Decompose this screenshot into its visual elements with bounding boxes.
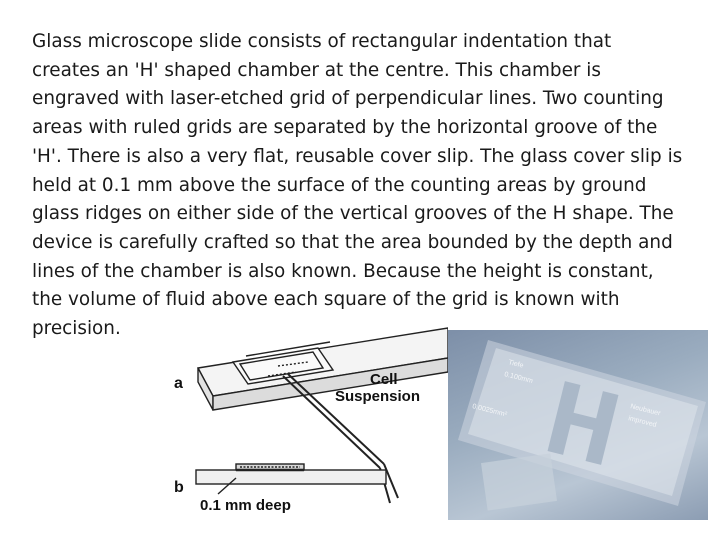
body-paragraph: Glass microscope slide consists of rectangular indentation that creates an 'H' shaped chamber at the centre. This chamber is engraved with laser-etched grid of perpendicular lines. Two counting areas with ruled grids are separated by the horizontal groove of the 'H'. There is also a very flat, reusable cover slip. The glass cover slip is held at 0.1 mm above the surface of the counting areas by ground glass ridges on either side of the vertical grooves of the H shape. The device is carefully crafted so that the area bounded by the depth and lines of the chamber is also known. Because the height is constant, the volume of fluid above each square of the grid is known with precision. — [32, 31, 683, 340]
hemocytometer-photo — [448, 330, 708, 520]
photo-text-depth: 0.100mm — [503, 371, 534, 386]
cell-label-line2: Suspension — [335, 388, 421, 405]
cell-label-line1: Cell — [370, 371, 398, 388]
slide-drawing-b — [196, 464, 386, 494]
photo-text-brand1: Neubauer — [629, 403, 662, 418]
depth-label: 0.1 mm deep — [200, 497, 291, 514]
label-a: a — [174, 375, 183, 392]
hemocytometer-diagram — [118, 318, 448, 528]
photo-text-tiefe: Tiefe — [507, 359, 525, 370]
photo-text-brand2: improved — [627, 415, 658, 429]
label-b: b — [174, 479, 184, 496]
photo-text-area: 0.0025mm² — [471, 403, 508, 419]
